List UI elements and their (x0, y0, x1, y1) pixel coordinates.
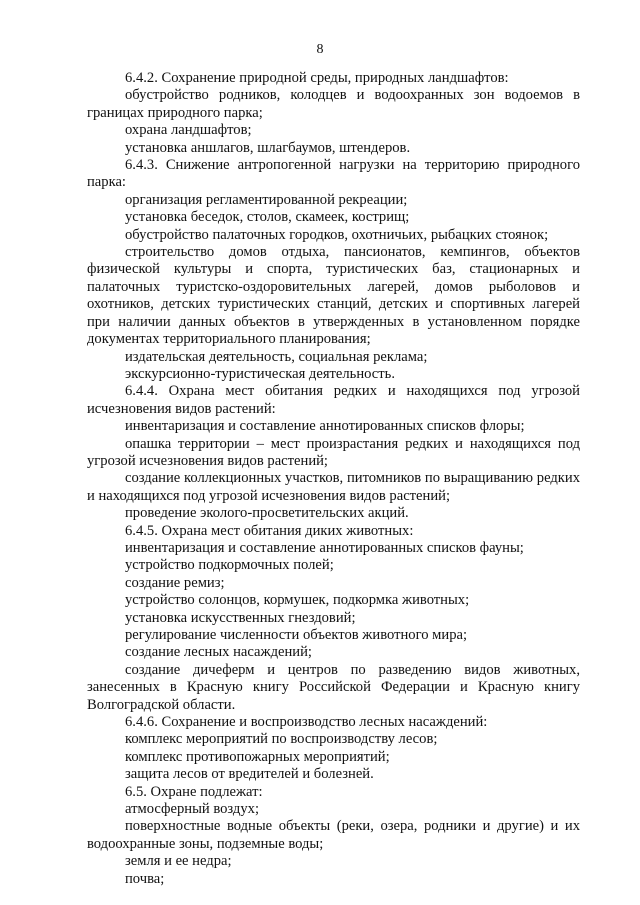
section-heading: 6.4.3. Снижение антропогенной нагрузки на территорию природного парка: (87, 157, 580, 191)
section-heading: 6.4.4. Охрана мест обитания редких и находящихся под угрозой исчезновения видов растений: (87, 383, 580, 417)
section-heading: 6.4.5. Охрана мест обитания диких животных: (125, 522, 414, 539)
paragraph: установка искусственных гнездовий; (125, 609, 356, 626)
paragraph: обустройство родников, колодцев и водоохранных зон водоемов в границах природного парка; (87, 87, 580, 121)
paragraph: комплекс противопожарных мероприятий; (125, 748, 390, 765)
paragraph: инвентаризация и составление аннотированных списков фауны; (125, 539, 524, 556)
paragraph: установка беседок, столов, скамеек, кострищ; (125, 209, 410, 226)
paragraph: создание коллекционных участков, питомников по выращиванию редких и находящихся под угрозой исчезновения видов растений; (87, 470, 580, 504)
paragraph: организация регламентированной рекреации; (125, 191, 408, 208)
paragraph: создание лесных насаждений; (125, 644, 312, 661)
paragraph: комплекс мероприятий по воспроизводству лесов; (125, 731, 438, 748)
paragraph: создание дичеферм и центров по разведению видов животных, занесенных в Красную книгу Российской Федерации и Красную книгу Волгоградской области. (87, 661, 580, 713)
section-heading: 6.5. Охране подлежат: (125, 783, 263, 800)
paragraph: защита лесов от вредителей и болезней. (125, 766, 374, 783)
section-heading: 6.4.2. Сохранение природной среды, природных ландшафтов: (125, 70, 509, 86)
paragraph: опашка территории – мест произрастания редких и находящихся под угрозой исчезновения видов растений; (87, 435, 580, 469)
paragraph: регулирование численности объектов животного мира; (125, 627, 468, 643)
paragraph: атмосферный воздух; (125, 801, 259, 818)
paragraph: инвентаризация и составление аннотированных списков флоры; (125, 418, 525, 435)
paragraph: устройство подкормочных полей; (125, 557, 334, 574)
paragraph: издательская деятельность, социальная реклама; (125, 348, 428, 365)
section-heading: 6.4.6. Сохранение и воспроизводство лесных насаждений: (125, 714, 488, 731)
paragraph: поверхностные водные объекты (реки, озера, родники и другие) и их водоохранные зоны, подземные воды; (87, 818, 580, 852)
paragraph: установка аншлагов, шлагбаумов, штендеров. (125, 139, 411, 156)
paragraph: строительство домов отдыха, пансионатов, кемпингов, объектов физической культуры и спорта, туристических баз, стационарных и палаточных туристско-оздоровительных лагерей, домов рыболовов и охотников, детских туристических станций, детских и спортивных лагерей при наличии данных объектов в утвержденных в установленном порядке документах территориального планирования; (87, 244, 580, 348)
document-body (87, 70, 580, 888)
page-number: 8 (316, 42, 324, 57)
paragraph: охрана ландшафтов; (125, 122, 252, 139)
paragraph: создание ремиз; (125, 574, 225, 591)
paragraph: земля и ее недра; (125, 853, 232, 870)
paragraph: устройство солонцов, кормушек, подкормка животных; (125, 592, 470, 609)
paragraph: проведение эколого-просветительских акций. (125, 505, 409, 522)
paragraph: почва; (125, 870, 165, 887)
paragraph: обустройство палаточных городков, охотничьих, рыбацких стоянок; (125, 226, 549, 243)
paragraph: экскурсионно-туристическая деятельность. (125, 365, 395, 382)
